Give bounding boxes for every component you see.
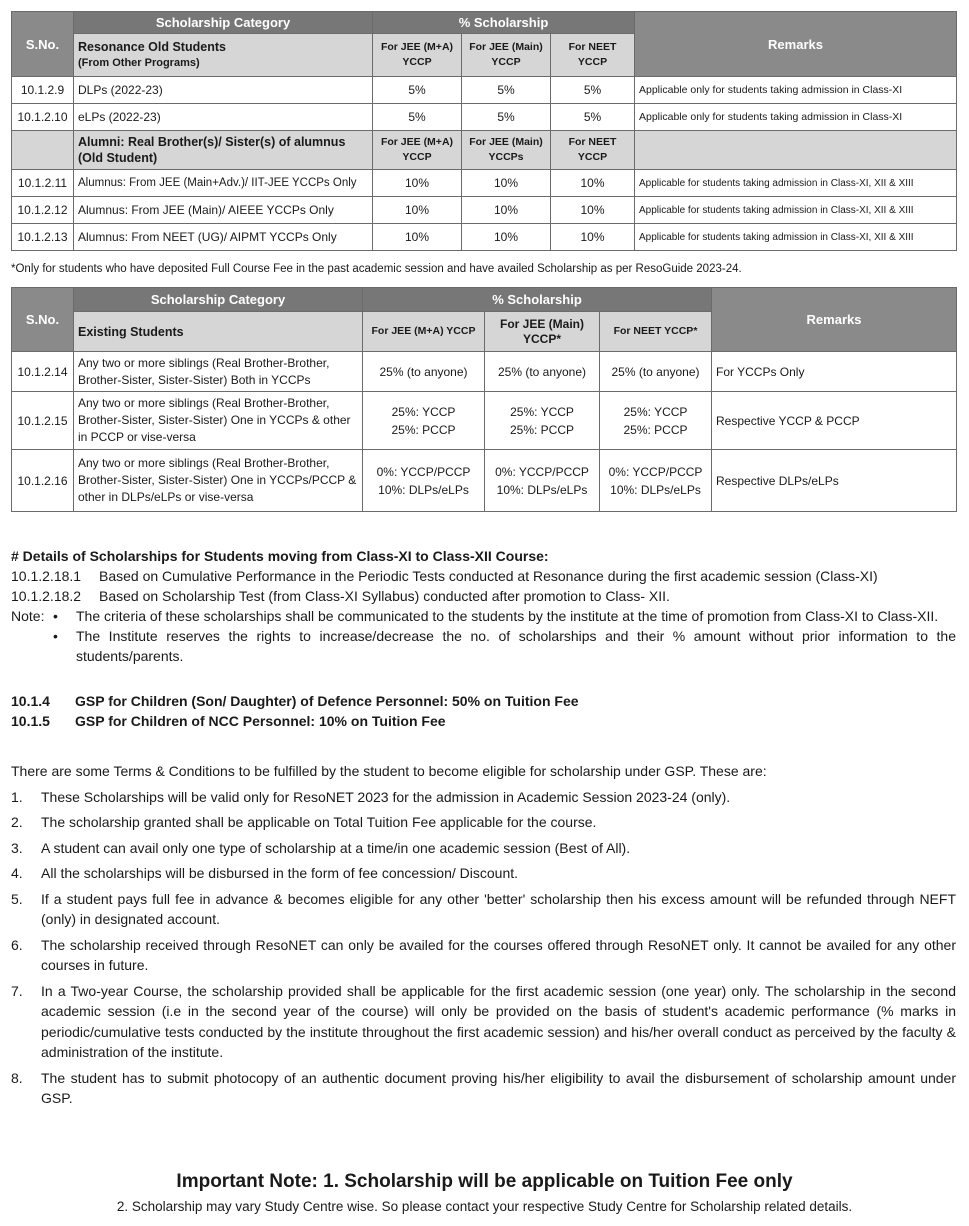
note-item bbox=[11, 626, 956, 666]
row-category: Alumnus: From JEE (Main)/ AIEEE YCCPs Only bbox=[74, 197, 373, 224]
item-number: 10.1.2.18.2 bbox=[11, 588, 82, 604]
gsp-item bbox=[11, 691, 956, 711]
row-jee-main: 10% bbox=[462, 224, 551, 251]
row-neet bbox=[600, 392, 712, 450]
bullet-icon: • bbox=[53, 628, 58, 644]
details-heading: # Details of Scholarships for Students moving from Class-XI to Class-XII Course: bbox=[11, 548, 549, 564]
gsp-item bbox=[11, 711, 956, 731]
note-text: The criteria of these scholarships shall be communicated to the students by the institute at the time of promotion from Class-XI to Class-XII. bbox=[76, 608, 939, 624]
row-neet: 10% bbox=[551, 224, 635, 251]
value-line: 10%: DLPs/eLPs bbox=[496, 482, 588, 497]
item-text: These Scholarships will be valid only for ResoNET 2023 for the admission in Academic Session 2023-24 (only). bbox=[41, 788, 731, 805]
details-section bbox=[11, 546, 956, 666]
col-jee-ma: For JEE (M+A) YCCP bbox=[363, 312, 485, 352]
item-text: The scholarship received through ResoNET can only be availed for the courses offered through ResoNET only. It cannot be availed for any other courses in future. bbox=[41, 936, 956, 973]
item-text: All the scholarships will be disbursed in the form of fee concession/ Discount. bbox=[41, 865, 519, 881]
scholarship-table-old-students bbox=[11, 11, 957, 251]
gsp-number: 10.1.4 bbox=[11, 693, 50, 709]
gsp-text: GSP for Children (Son/ Daughter) of Defence Personnel: 50% on Tuition Fee bbox=[75, 693, 579, 709]
list-item bbox=[11, 981, 956, 1063]
row-jee-main bbox=[485, 450, 600, 512]
row-jee-ma: 10% bbox=[373, 197, 462, 224]
pct-header: % Scholarship bbox=[363, 288, 712, 312]
list-item bbox=[11, 863, 956, 884]
list-item bbox=[11, 812, 956, 833]
row-category: Alumnus: From NEET (UG)/ AIPMT YCCPs Only bbox=[74, 224, 373, 251]
row-remark: Respective DLPs/eLPs bbox=[712, 450, 957, 512]
subheader-blank bbox=[12, 131, 74, 170]
value-line: 25%: YCCP bbox=[510, 404, 574, 419]
item-text: Based on Cumulative Performance in the Periodic Tests conducted at Resonance during the first academic session (Class-XI) bbox=[99, 568, 878, 584]
row-remark: Applicable for students taking admission in Class-XI, XII & XIII bbox=[635, 224, 957, 251]
row-sno: 10.1.2.11 bbox=[12, 170, 74, 197]
subheader-existing: Existing Students bbox=[74, 312, 363, 352]
col-neet: For NEET YCCP bbox=[551, 131, 635, 170]
value-line: 0%: YCCP/PCCP bbox=[376, 464, 471, 479]
item-text: If a student pays full fee in advance & becomes eligible for any other 'better' scholarship then his excess amount will be refunded through NEFT (only) in designated account. bbox=[41, 890, 956, 927]
value-line: 10%: DLPs/eLPs bbox=[378, 482, 469, 497]
row-jee-main: 5% bbox=[462, 104, 551, 131]
col-neet: For NEET YCCP bbox=[551, 34, 635, 77]
item-number: 10.1.2.18.1 bbox=[11, 568, 82, 584]
row-category: DLPs (2022-23) bbox=[74, 77, 373, 104]
item-number: 3. bbox=[11, 839, 23, 856]
scholarship-table-existing-students bbox=[11, 287, 957, 512]
row-jee-ma: 5% bbox=[373, 77, 462, 104]
col-jee-main: For JEE (Main) YCCP* bbox=[485, 312, 600, 352]
table-row bbox=[12, 77, 957, 104]
row-remark: Applicable only for students taking admission in Class-XI bbox=[635, 77, 957, 104]
row-sno: 10.1.2.12 bbox=[12, 197, 74, 224]
row-remark: Applicable only for students taking admission in Class-XI bbox=[635, 104, 957, 131]
item-number: 4. bbox=[11, 865, 23, 881]
col-neet: For NEET YCCP* bbox=[600, 312, 712, 352]
value-line: 0%: YCCP/PCCP bbox=[495, 464, 589, 479]
row-jee-main: 10% bbox=[462, 197, 551, 224]
value-line: 10%: DLPs/eLPs bbox=[610, 482, 701, 497]
row-category: Alumnus: From JEE (Main+Adv.)/ IIT-JEE YCCPs Only bbox=[74, 170, 373, 197]
table-row bbox=[12, 197, 957, 224]
row-neet: 10% bbox=[551, 197, 635, 224]
value-line: 25%: PCCP bbox=[391, 422, 456, 437]
row-jee-ma: 25% (to anyone) bbox=[363, 352, 485, 392]
terms-intro: There are some Terms & Conditions to be fulfilled by the student to become eligible for scholarship under GSP. These are: bbox=[11, 763, 767, 779]
row-sno: 10.1.2.16 bbox=[12, 450, 74, 512]
list-item bbox=[11, 1068, 956, 1109]
value-line: 25%: PCCP bbox=[509, 422, 575, 437]
sno-header: S.No. bbox=[12, 288, 74, 352]
table-row bbox=[12, 170, 957, 197]
remarks-header: Remarks bbox=[712, 288, 957, 352]
row-sno: 10.1.2.14 bbox=[12, 352, 74, 392]
list-item bbox=[11, 838, 956, 859]
table-row bbox=[12, 224, 957, 251]
item-number: 6. bbox=[11, 936, 23, 953]
row-jee-ma: 10% bbox=[373, 224, 462, 251]
sno-header: S.No. bbox=[12, 12, 74, 77]
col-jee-main: For JEE (Main) YCCPs bbox=[462, 131, 551, 170]
row-category: Any two or more siblings (Real Brother-Brother, Brother-Sister, Sister-Sister) One in YCCPs/PCCP & other in DLPs/eLPs or vise-versa bbox=[74, 450, 363, 512]
gsp-section bbox=[11, 691, 956, 731]
item-number: 5. bbox=[11, 890, 23, 907]
table-row bbox=[12, 392, 957, 450]
gsp-number: 10.1.5 bbox=[11, 713, 50, 729]
row-sno: 10.1.2.15 bbox=[12, 392, 74, 450]
note-label: Note: bbox=[11, 608, 45, 624]
row-jee-main: 25% (to anyone) bbox=[485, 352, 600, 392]
item-text: The scholarship granted shall be applicable on Total Tuition Fee applicable for the course. bbox=[41, 814, 597, 830]
subheader-old-students bbox=[74, 34, 373, 77]
list-item bbox=[11, 935, 956, 976]
row-category: Any two or more siblings (Real Brother-Brother, Brother-Sister, Sister-Sister) Both in YCCPs bbox=[74, 352, 363, 392]
row-jee-ma bbox=[363, 392, 485, 450]
row-jee-ma bbox=[363, 450, 485, 512]
important-note-detail: 2. Scholarship may vary Study Centre wise. So please contact your respective Study Centre for Scholarship related details. bbox=[116, 1199, 853, 1214]
subheader-subtitle: (From Other Programs) bbox=[78, 57, 200, 69]
bullet-icon: • bbox=[53, 608, 58, 624]
value-line: 25%: YCCP bbox=[391, 404, 456, 419]
row-jee-ma: 5% bbox=[373, 104, 462, 131]
list-item bbox=[11, 889, 956, 930]
item-text: A student can avail only one type of scholarship at a time/in one academic session (Best of All). bbox=[41, 839, 631, 856]
list-item bbox=[11, 586, 956, 606]
row-sno: 10.1.2.13 bbox=[12, 224, 74, 251]
col-jee-ma: For JEE (M+A) YCCP bbox=[373, 131, 462, 170]
table-row bbox=[12, 104, 957, 131]
pct-header: % Scholarship bbox=[373, 12, 635, 34]
row-neet bbox=[600, 450, 712, 512]
item-number: 1. bbox=[11, 788, 23, 805]
category-header: Scholarship Category bbox=[74, 288, 363, 312]
subheader-blank bbox=[635, 131, 957, 170]
row-category: eLPs (2022-23) bbox=[74, 104, 373, 131]
row-neet: 25% (to anyone) bbox=[600, 352, 712, 392]
table-row bbox=[12, 352, 957, 392]
item-number: 2. bbox=[11, 814, 23, 830]
table-row bbox=[12, 450, 957, 512]
remarks-header: Remarks bbox=[635, 12, 957, 77]
col-jee-main: For JEE (Main) YCCP bbox=[462, 34, 551, 77]
row-jee-main bbox=[485, 392, 600, 450]
important-note-title: Important Note: 1. Scholarship will be applicable on Tuition Fee only bbox=[176, 1171, 793, 1192]
value-line: 25%: PCCP bbox=[623, 422, 688, 437]
item-number: 8. bbox=[11, 1069, 23, 1086]
item-number: 7. bbox=[11, 982, 23, 999]
note-text: The Institute reserves the rights to increase/decrease the no. of scholarships and their % amount without prior information to the students/parents. bbox=[76, 628, 956, 664]
row-remark: Respective YCCP & PCCP bbox=[712, 392, 957, 450]
row-category: Any two or more siblings (Real Brother-Brother, Brother-Sister, Sister-Sister) One in YCCPs & other in PCCP or vise-versa bbox=[74, 392, 363, 450]
gsp-text: GSP for Children of NCC Personnel: 10% on Tuition Fee bbox=[75, 713, 446, 729]
row-jee-main: 10% bbox=[462, 170, 551, 197]
item-text: Based on Scholarship Test (from Class-XI Syllabus) conducted after promotion to Class- XII. bbox=[99, 588, 670, 604]
row-sno: 10.1.2.10 bbox=[12, 104, 74, 131]
row-remark: For YCCPs Only bbox=[712, 352, 957, 392]
row-neet: 10% bbox=[551, 170, 635, 197]
value-line: 25%: YCCP bbox=[623, 404, 688, 419]
value-line: 0%: YCCP/PCCP bbox=[608, 464, 703, 479]
row-remark: Applicable for students taking admission in Class-XI, XII & XIII bbox=[635, 170, 957, 197]
row-neet: 5% bbox=[551, 77, 635, 104]
subheader-alumni: Alumni: Real Brother(s)/ Sister(s) of alumnus (Old Student) bbox=[74, 131, 373, 170]
row-jee-ma: 10% bbox=[373, 170, 462, 197]
terms-section bbox=[11, 761, 956, 1109]
category-header: Scholarship Category bbox=[74, 12, 373, 34]
list-item bbox=[11, 566, 956, 586]
row-jee-main: 5% bbox=[462, 77, 551, 104]
item-text: In a Two-year Course, the scholarship provided shall be applicable for the first academic session (one year) only. The scholarship in the second academic session (i.e in the second year of the course) will only be provided on the basis of student's academic performance (% marks in periodic/cumulative tests conducted by the institute throughout the first academic session) and his/her overall conduct as perceived by the faculty & administration of the institute. bbox=[41, 982, 956, 1060]
note-item bbox=[11, 606, 956, 626]
col-jee-ma: For JEE (M+A) YCCP bbox=[373, 34, 462, 77]
list-item bbox=[11, 787, 956, 808]
row-remark: Applicable for students taking admission in Class-XI, XII & XIII bbox=[635, 197, 957, 224]
item-text: The student has to submit photocopy of an authentic document proving his/her eligibility to avail the disbursement of scholarship amount under GSP. bbox=[41, 1069, 956, 1106]
row-sno: 10.1.2.9 bbox=[12, 77, 74, 104]
footnote: *Only for students who have deposited Full Course Fee in the past academic session and have availed Scholarship as per ResoGuide 2023-24. bbox=[11, 263, 742, 275]
subheader-title: Resonance Old Students bbox=[78, 40, 226, 54]
row-neet: 5% bbox=[551, 104, 635, 131]
